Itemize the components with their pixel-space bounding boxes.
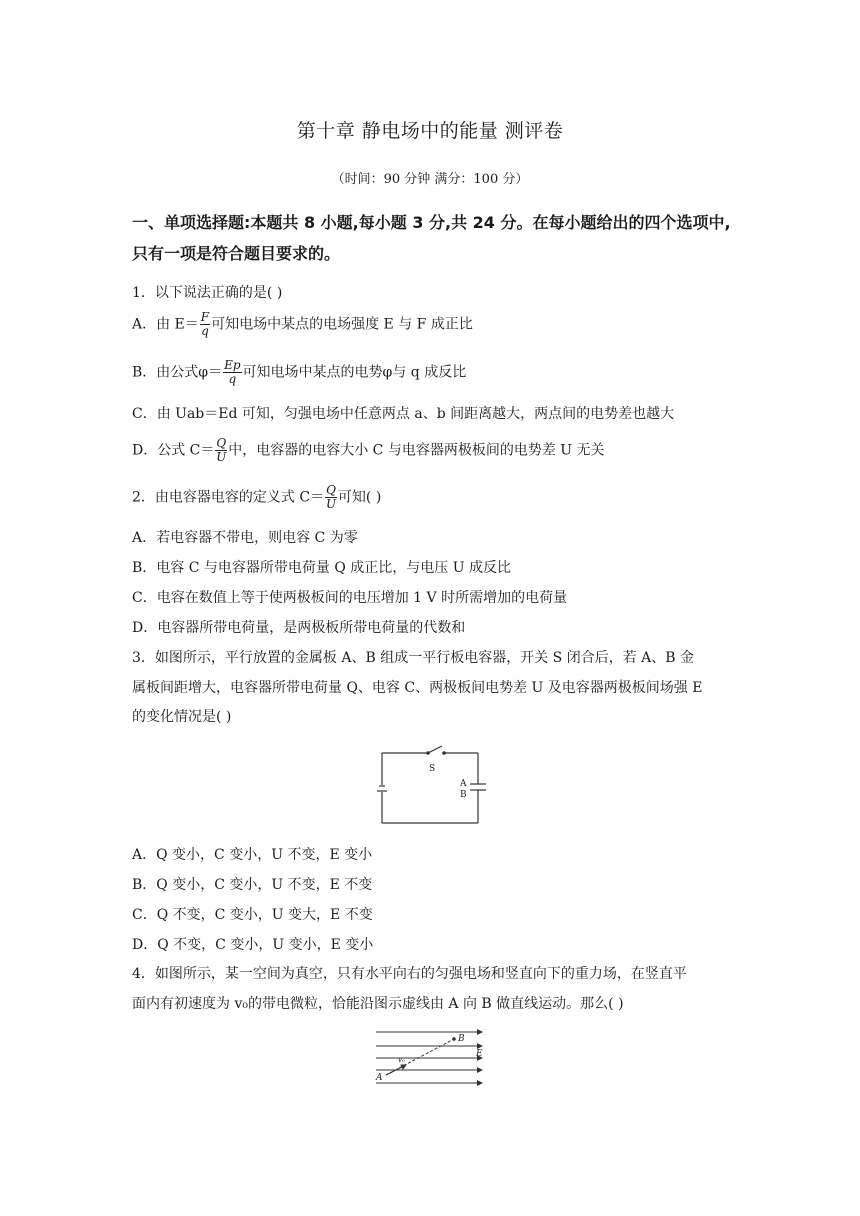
q1-option-b: B．由公式φ＝ $\frac{Ep}{q}$ 可知电场中某点的电势φ与 q 成反比 <box>132 358 467 386</box>
q1-option-d: D．公式 C＝ $\frac{Q}{U}$ 中，电容器的电容大小 C 与电容器两极板间的电势差 U 无关 <box>132 436 605 464</box>
q3-option-d: D．Q 不变，C 变小，U 变小，E 变小 <box>132 937 374 953</box>
q2-option-b: B．电容 C 与电容器所带电荷量 Q 成正比，与电压 U 成反比 <box>132 560 511 576</box>
q2-option-c: C．电容在数值上等于使两极板间的电压增加 1 V 时所需增加的电荷量 <box>132 590 568 606</box>
q4-stem-line2: 面内有初速度为 v₀的带电微粒，恰能沿图示虚线由 A 向 B 做直线运动。那么( ) <box>132 996 624 1012</box>
q3-stem-line3: 的变化情况是( ) <box>132 709 232 725</box>
page-title: 第十章 静电场中的能量 测评卷 <box>296 120 564 142</box>
switch-label: S <box>429 764 436 774</box>
q3-stem-line2: 属板间距增大，电容器所带电荷量 Q、电容 C、两极板间电势差 U 及电容器两极板间场强 E <box>132 680 703 696</box>
q1-option-c: C．由 Uab＝Ed 可知，匀强电场中任意两点 a、b 间距离越大，两点间的电势差也越大 <box>132 406 675 422</box>
q2-option-d: D．电容器所带电荷量，是两极板所带电荷量的代数和 <box>132 620 466 636</box>
q2-stem: 2．由电容器电容的定义式 C＝ $\frac{Q}{U}$ 可知( ) <box>132 483 382 511</box>
capacitor-circuit-diagram <box>376 745 490 829</box>
fraction: $\frac{Ep}{q}$ <box>224 358 241 386</box>
point-b-label: B <box>458 1034 465 1044</box>
q2-option-a: A．若电容器不带电，则电容 C 为零 <box>132 530 358 546</box>
fraction: $\frac{Q}{U}$ <box>325 483 337 511</box>
exam-time-score: （时间：90 分钟 满分：100 分） <box>331 172 529 187</box>
point-a-label: A <box>376 1073 383 1083</box>
q3-stem-line1: 3．如图所示，平行放置的金属板 A、B 组成一平行板电容器，开关 S 闭合后，若 A、B 金 <box>132 650 694 666</box>
plate-b-label: B <box>460 790 467 800</box>
plate-a-label: A <box>460 779 467 789</box>
q4-stem-line1: 4．如图所示，某一空间为真空，只有水平向右的匀强电场和竖直向下的重力场，在竖直平 <box>132 966 687 982</box>
electric-field-diagram <box>372 1028 488 1088</box>
fraction: $\frac{Q}{U}$ <box>216 436 227 464</box>
q1-stem: 1．以下说法正确的是( ) <box>132 285 283 301</box>
q3-option-a: A．Q 变小，C 变小，U 不变，E 变小 <box>132 847 373 863</box>
q3-option-c: C．Q 不变，C 变小，U 变大，E 不变 <box>132 907 373 923</box>
field-e-label: E <box>476 1049 483 1059</box>
q1-option-a: A．由 E＝ $\frac{F}{q}$ 可知电场中某点的电场强度 E 与 F 成正比 <box>132 310 473 338</box>
fraction: $\frac{F}{q}$ <box>200 310 210 338</box>
q3-option-b: B．Q 变小，C 变小，U 不变，E 不变 <box>132 877 373 893</box>
initial-velocity-label: v₀ <box>398 1056 405 1064</box>
section-heading: 一、单项选择题:本题共 8 小题,每小题 3 分,共 24 分。在每小题给出的四个选项中,只有一项是符合题目要求的。 <box>132 213 731 263</box>
